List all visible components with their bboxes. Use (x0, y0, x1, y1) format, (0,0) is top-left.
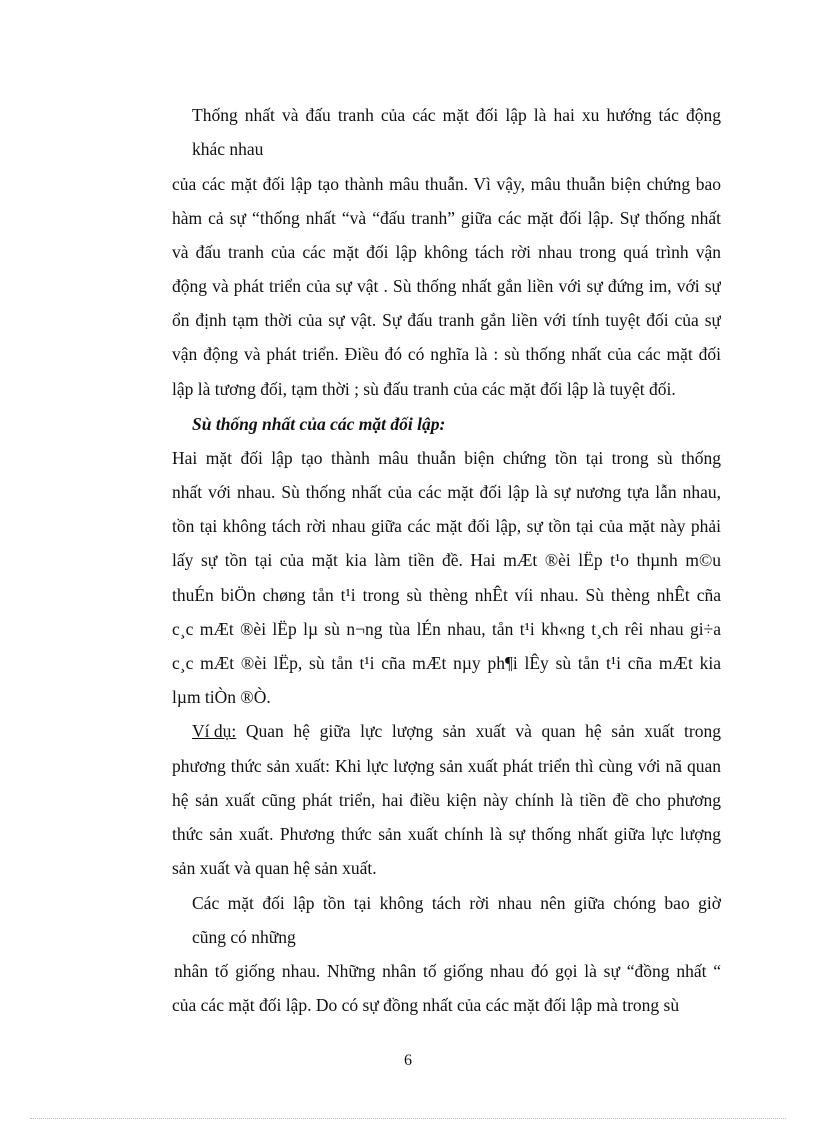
text-line: cũng có những (192, 927, 296, 947)
text-line: nhất với nhau. Sù thống nhất của các mặt đối lập là sự nương tựa lẫn nhau, (172, 482, 721, 502)
text-line: nhân tố giống nhau. Những nhân tố giống nhau đó gọi là sự “đồng nhất “ (174, 961, 721, 981)
text-line: hệ sản xuất cũng phát triển, hai điều kiện này chính là tiền đề cho phương (172, 790, 721, 810)
example-label: Ví dụ: (192, 721, 237, 741)
text-line: động và phát triển của sự vật . Sù thống nhất gắn liền với sự đứng im, với sự (172, 276, 721, 296)
section-heading: Sù thống nhất của các mặt đối lập: (192, 414, 446, 434)
text-line: ổn định tạm thời của sự vật. Sự đấu tranh gắn liền với tính tuyệt đối của sự (172, 310, 721, 330)
text-line: Hai mặt đối lập tạo thành mâu thuẫn biện chứng tồn tại trong sù thống (172, 448, 721, 468)
text-line: c¸c mÆt ®èi lËp, sù tån t¹i cña mÆt nµy ph¶i lÊy sù tån t¹i cña mÆt kia (172, 653, 721, 673)
text-line: lµm tiÒn ®Ò. (172, 687, 271, 707)
text-line: vận động và phát triển. Điều đó có nghĩa là : sù thống nhất của các mặt đối (172, 344, 721, 364)
example-line (192, 720, 721, 742)
text-line: khác nhau (192, 139, 264, 159)
page-edge-divider (30, 1118, 786, 1119)
text-line: hàm cả sự “thống nhất “và “đấu tranh” giữa các mặt đối lập. Sự thống nhất (172, 208, 721, 228)
text-line: phương thức sản xuất: Khi lực lượng sản xuất phát triển thì cùng với nã quan (172, 756, 721, 776)
text-line: sản xuất và quan hệ sản xuất. (172, 858, 377, 878)
text-line: và đấu tranh của các mặt đối lập không tách rời nhau trong quá trình vận (172, 242, 721, 262)
text-line: của các mặt đối lập tạo thành mâu thuẫn. Vì vậy, mâu thuẫn biện chứng bao (172, 174, 721, 194)
text-line: của các mặt đối lập. Do có sự đồng nhất của các mặt đối lập mà trong sù (172, 995, 680, 1015)
text-line: c¸c mÆt ®èi lËp lµ sù n¬ng tùa lÉn nhau, tån t¹i kh«ng t¸ch rêi nhau gi÷a (172, 619, 721, 639)
text-line: tồn tại không tách rời nhau giữa các mặt đối lập, sự tồn tại của mặt này phải (172, 516, 721, 536)
page-number: 6 (404, 1052, 412, 1069)
text-line: Thống nhất và đấu tranh của các mặt đối lập là hai xu hướng tác động (192, 105, 721, 125)
text-line: lập là tương đối, tạm thời ; sù đấu tranh của các mặt đối lập là tuyệt đối. (172, 379, 676, 399)
text-line: thức sản xuất. Phương thức sản xuất chính là sự thống nhất giữa lực lượng (172, 824, 721, 844)
text-line: Quan hệ giữa lực lượng sản xuất và quan hệ sản xuất trong (236, 721, 721, 741)
text-line: thuÉn biÖn chøng tån t¹i trong sù thèng nhÊt víi nhau. Sù thèng nhÊt cña (172, 585, 721, 605)
text-line: lấy sự tồn tại của mặt kia làm tiền đề. Hai mÆt ®èi lËp t¹o thµnh m©u (172, 550, 721, 570)
text-line: Các mặt đối lập tồn tại không tách rời nhau nên giữa chóng bao giờ (192, 893, 721, 913)
